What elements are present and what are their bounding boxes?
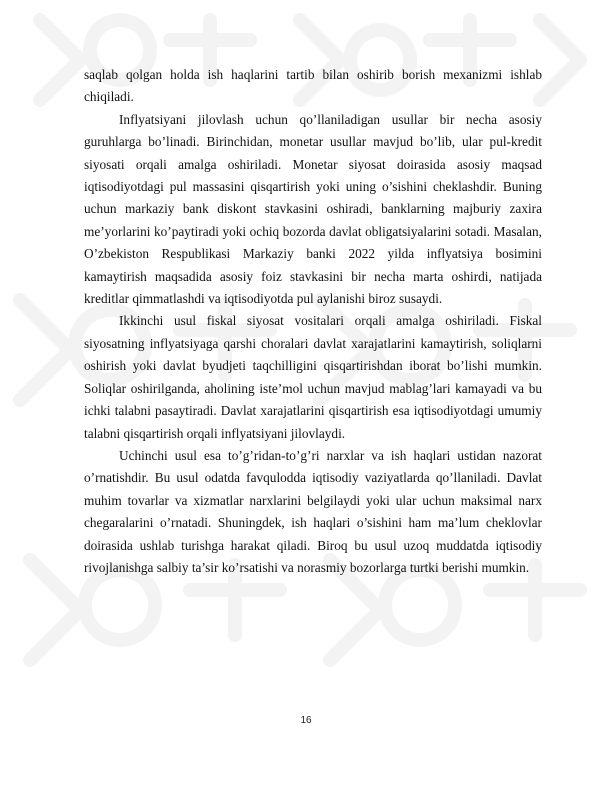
paragraph-continuation: saqlab qolgan holda ish haqlarini tartib bilan oshirib borish mexanizmi ishlab chiqiladi. (84, 67, 542, 105)
paragraph-fiscal-policy: Ikkinchi usul fiskal siyosat vositalari orqali amalga oshiriladi. Fiskal siyosatning inflyatsiyaga qarshi choralari davlat xarajatlarini kamaytirish, soliqlarni oshirish yoki davlat byudjeti taqchilligini qisqartirishdan iborat bo’lishi mumkin. Soliqlar oshirilganda, aholining iste’mol uchun mavjud mablag’lari kamayadi va bu ichki talabni pasaytiradi. Davlat xarajatlarini qisqartirish esa iqtisodiyotdagi umumiy talabni qisqartirish orqali inflyatsiyani jilovlaydi. (84, 313, 542, 441)
paragraph-inflation-methods: Inflyatsiyani jilovlash uchun qo’llaniladigan usullar bir necha asosiy guruhlarga bo’linadi. Birinchidan, monetar usullar mavjud bo’lib, ular pul-kredit siyosati orqali amalga oshiriladi. Monetar siyosat doirasida asosiy maqsad iqtisodiyotdagi pul massasini qisqartirish yoki uning o’sishini cheklashdir. Buning uchun markaziy bank diskont stavkasini oshiradi, banklarning majburiy zaxira me’yorlarini ko’paytiradi yoki ochiq bozorda davlat obligatsiyalarini sotadi. Masalan, O’zbekiston Respublikasi Markaziy banki 2022 yilda inflyatsiya bosimini kamaytirish maqsadida asosiy foiz stavkasini bir necha marta oshirdi, natijada kreditlar qimmatlashdi va iqtisodiyotda pul aylanishi biroz susaydi. (84, 111, 542, 307)
page-number: 16 (300, 715, 312, 726)
paragraph-price-controls: Uchinchi usul esa to’g’ridan-to’g’ri narxlar va ish haqlari ustidan nazorat o’rnatishdir. Bu usul odatda favqulodda iqtisodiy vaziyatlarda qo’llaniladi. Davlat muhim tovarlar va xizmatlar narxlarini belgilaydi yoki ular uchun maksimal narx chegaralarini o’rnatadi. Shuningdek, ish haqlari o’sishini ham ma’lum cheklovlar doirasida ushlab turishga harakat qiladi. Biroq bu usul uzoq muddatda iqtisodiy rivojlanishga salbiy ta’sir ko’rsatishi va norasmiy bozorlarga turtki berishi mumkin. (84, 447, 542, 575)
document-body (84, 64, 542, 579)
